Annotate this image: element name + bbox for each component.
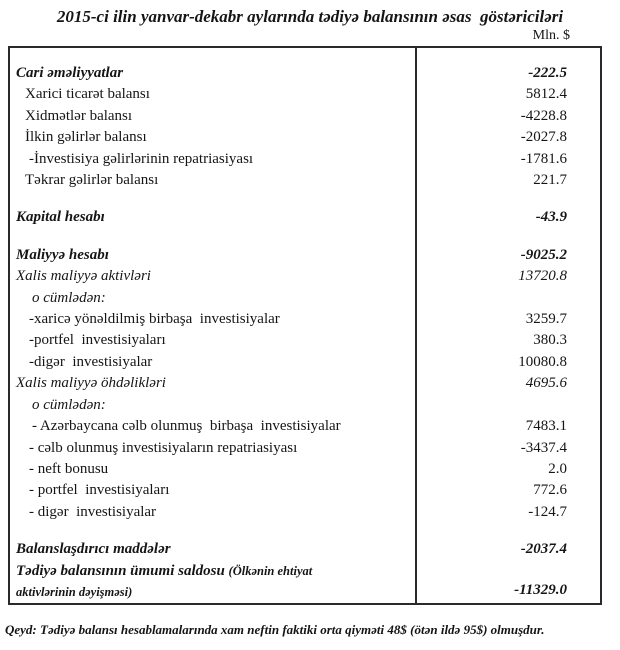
- table-row: [10, 352, 600, 373]
- row-label: Xalis maliyyə öhdəlikləri: [16, 375, 166, 392]
- row-label: Xalis maliyyə aktivləri: [16, 268, 151, 285]
- row-label: [10, 229, 415, 245]
- row-label: Balanslaşdırıcı maddələr: [16, 541, 171, 558]
- row-label: - Azərbaycana cəlb olunmuş birbaşa investisiyalar: [32, 418, 341, 435]
- row-value: [415, 191, 600, 207]
- page-title: 2015-ci ilin yanvar-dekabr aylarında tədiyə balansının əsas göstəriciləri: [56, 7, 564, 26]
- row-label: -xaricə yönəldilmiş birbaşa investisiyalar: [29, 311, 280, 328]
- table-row: [10, 502, 600, 523]
- row-value: -124.7: [415, 502, 600, 523]
- row-label: o cümlədən:: [32, 289, 106, 306]
- row-label: - neft bonusu: [29, 460, 109, 477]
- row-value: 2.0: [415, 459, 600, 480]
- row-value: [415, 288, 600, 309]
- table-row: [10, 523, 600, 539]
- row-label: -İnvestisiya gəlirlərinin repatriasiyası: [29, 150, 254, 167]
- row-value: -3437.4: [415, 438, 600, 459]
- row-label: Xidmətlər balansı: [25, 107, 133, 124]
- table-row: [10, 395, 600, 416]
- table-row: [10, 561, 600, 604]
- table-row: [10, 106, 600, 127]
- table-row: [10, 438, 600, 459]
- table-row: [10, 149, 600, 170]
- row-value: 772.6: [415, 480, 600, 501]
- table-row: [10, 459, 600, 480]
- row-value: -11329.0: [415, 561, 600, 604]
- table-row: [10, 288, 600, 309]
- row-value: 4695.6: [415, 373, 600, 394]
- row-label: [10, 523, 415, 539]
- table-row: [10, 266, 600, 287]
- table-row: [10, 207, 600, 228]
- row-label: [10, 561, 415, 604]
- table-row: [10, 191, 600, 207]
- row-label: -digər investisiyalar: [29, 353, 153, 370]
- row-label: Maliyyə hesabı: [16, 246, 109, 263]
- row-label: -portfel investisiyaları: [29, 332, 166, 349]
- row-label-paren: (Ölkənin ehtiyat: [228, 563, 313, 578]
- row-value: -43.9: [415, 207, 600, 228]
- row-value: -2037.4: [415, 539, 600, 560]
- unit-label: Mln. $: [532, 28, 570, 43]
- row-label-paren: aktivlərinin dəyişməsi): [16, 584, 133, 599]
- footnote: Qeyd: Tədiyə balansı hesablamalarında xam neftin faktiki orta qiyməti 48$ (ötən ildə 95$) olmuşdur.: [5, 622, 545, 638]
- row-value: -9025.2: [415, 245, 600, 266]
- table-row: [10, 539, 600, 560]
- row-value: [415, 229, 600, 245]
- row-value: 5812.4: [415, 84, 600, 105]
- row-value: 221.7: [415, 170, 600, 191]
- balance-table: [8, 46, 602, 605]
- row-value: -222.5: [415, 63, 600, 84]
- table-row: [10, 373, 600, 394]
- row-label: - digər investisiyalar: [29, 503, 157, 520]
- row-label: - cəlb olunmuş investisiyaların repatriasiyası: [29, 439, 298, 456]
- table-row: [10, 48, 600, 63]
- table-row: [10, 84, 600, 105]
- row-label: Xarici ticarət balansı: [25, 86, 150, 103]
- row-label: Kapital hesabı: [16, 209, 105, 226]
- row-value: -4228.8: [415, 106, 600, 127]
- row-value: 380.3: [415, 330, 600, 351]
- row-value: 13720.8: [415, 266, 600, 287]
- table-row: [10, 229, 600, 245]
- row-value: -1781.6: [415, 149, 600, 170]
- row-value: 10080.8: [415, 352, 600, 373]
- row-value: [415, 48, 600, 63]
- row-value: [415, 523, 600, 539]
- row-value: -2027.8: [415, 127, 600, 148]
- table-row: [10, 480, 600, 501]
- row-label: [10, 48, 415, 63]
- row-label: o cümlədən:: [32, 396, 106, 413]
- row-label: İlkin gəlirlər balansı: [25, 129, 147, 146]
- table-row: [10, 245, 600, 266]
- table-row: [10, 63, 600, 84]
- row-label: [10, 191, 415, 207]
- row-label: - portfel investisiyaları: [29, 482, 170, 499]
- table-row: [10, 127, 600, 148]
- row-value: 7483.1: [415, 416, 600, 437]
- row-value: 3259.7: [415, 309, 600, 330]
- row-value: [415, 395, 600, 416]
- row-label-main: Tədiyə balansının ümumi saldosu: [16, 562, 229, 579]
- table-row: [10, 170, 600, 191]
- row-label: Cari əməliyyatlar: [16, 65, 124, 81]
- table-row: [10, 330, 600, 351]
- row-label: Təkrar gəlirlər balansı: [25, 172, 159, 189]
- table-row: [10, 309, 600, 330]
- table-row: [10, 416, 600, 437]
